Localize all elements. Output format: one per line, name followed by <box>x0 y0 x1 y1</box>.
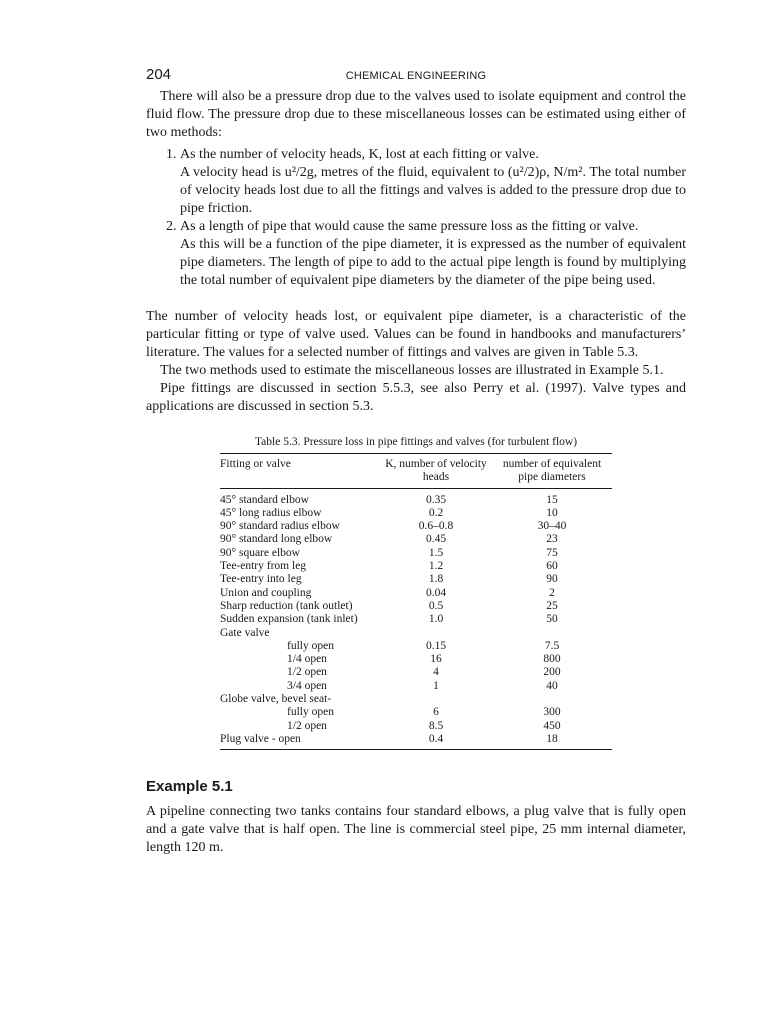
table-cell-k: 0.04 <box>425 586 447 599</box>
body-paragraph-3: Pipe fittings are discussed in section 5.5.3, see also Perry et al. (1997). Valve types and applications are discussed in section 5.3. <box>146 381 686 414</box>
table-row <box>220 720 612 733</box>
table-row <box>220 560 612 573</box>
table-row <box>220 488 612 507</box>
table-row <box>220 666 612 679</box>
table-cell-diameters: 40 <box>546 679 558 692</box>
table-cell-diameters: 7.5 <box>544 639 560 652</box>
method-1-title: 1. As the number of velocity heads, K, lost at each fitting or valve. <box>180 147 539 162</box>
table-cell-fitting: 3/4 open <box>287 679 327 692</box>
table-row <box>220 533 612 546</box>
table-row <box>220 640 612 653</box>
table-cell-fitting: 1/2 open <box>287 719 327 732</box>
table-cell-fitting: Plug valve - open <box>220 733 380 750</box>
body-paragraph-2: The two methods used to estimate the miscellaneous losses are illustrated in Example 5.1. <box>160 363 664 378</box>
table-cell-fitting: Gate valve <box>220 626 270 639</box>
column-header-fitting: Fitting or valve <box>220 454 380 489</box>
table-cell-diameters: 18 <box>492 733 612 750</box>
example-text: A pipeline connecting two tanks contains four standard elbows, a plug valve that is fully open and a gate valve that is half open. The line is commercial steel pipe, 25 mm internal diameter, length 120 m. <box>146 804 686 856</box>
table-cell-k: 1.0 <box>428 613 444 626</box>
table-cell-k: 4 <box>433 666 439 679</box>
table-cell-k: 0.35 <box>425 493 447 506</box>
table-row <box>220 520 612 533</box>
table-cell-diameters: 50 <box>546 613 558 626</box>
table-cell-fitting: 1/4 open <box>287 653 327 666</box>
table-cell-diameters: 75 <box>546 546 558 559</box>
table-cell-diameters: 10 <box>546 506 558 519</box>
methods-list <box>146 146 686 290</box>
table-cell-fitting: 45° long radius elbow <box>220 506 322 519</box>
table-row <box>220 600 612 613</box>
table-cell-diameters: 2 <box>549 586 555 599</box>
body-paragraph-1: The number of velocity heads lost, or equivalent pipe diameter, is a characteristic of the particular fitting or type of valve used. Values can be found in handbooks and manufacturers’ literature. The values for a selected number of fittings and valves are given in Table 5.3. <box>146 309 686 360</box>
page-header <box>146 62 686 88</box>
table-cell-diameters: 450 <box>543 719 561 732</box>
method-item <box>180 218 686 290</box>
table-cell-fitting: Globe valve, bevel seat- <box>220 693 332 706</box>
table-cell-diameters: 60 <box>546 560 558 573</box>
table-row <box>220 733 612 750</box>
table-cell-k: 8.5 <box>428 719 444 732</box>
table-cell-diameters: 23 <box>546 533 558 546</box>
table-row <box>220 507 612 520</box>
table-cell-diameters <box>492 693 612 706</box>
column-header-equivalent-diameters: number of equivalent pipe diameters <box>492 454 612 489</box>
table-cell-k: 0.6–0.8 <box>418 520 454 533</box>
table-cell-fitting: Sharp reduction (tank outlet) <box>220 599 353 612</box>
table-cell-fitting: fully open <box>287 706 334 719</box>
table-cell-diameters: 800 <box>543 653 561 666</box>
table-cell-fitting: 45° standard elbow <box>220 493 309 506</box>
page-number: 204 <box>146 66 172 83</box>
table-cell-k: 1.8 <box>428 573 444 586</box>
table-row <box>220 653 612 666</box>
page <box>146 62 686 857</box>
table-cell-k: 1 <box>433 679 439 692</box>
table-cell-k: 6 <box>433 706 439 719</box>
table-cell-fitting: fully open <box>287 639 334 652</box>
table-cell-diameters: 90 <box>546 573 558 586</box>
table-cell-diameters: 200 <box>543 666 561 679</box>
table-5-3 <box>220 436 612 750</box>
table-cell-k: 1.2 <box>428 560 444 573</box>
running-title: CHEMICAL ENGINEERING <box>345 70 487 82</box>
table-row <box>220 706 612 719</box>
table-cell-k: 0.2 <box>428 506 444 519</box>
table-cell-diameters: 15 <box>546 493 558 506</box>
table-cell-fitting: 90° standard long elbow <box>220 533 333 546</box>
table-cell-k: 0.4 <box>380 733 492 750</box>
table-cell-fitting: Tee-entry into leg <box>220 573 302 586</box>
table-row <box>220 587 612 600</box>
table-cell-fitting: 90° square elbow <box>220 546 300 559</box>
method-1-detail: A velocity head is u²/2g, metres of the fluid, equivalent to (u²/2)ρ, N/m². The total number of velocity heads lost due to all the fittings and valves is added to the pressure drop due to pipe friction. <box>180 165 686 216</box>
table-row <box>220 693 612 706</box>
table-cell-diameters: 300 <box>543 706 561 719</box>
method-2-detail: As this will be a function of the pipe diameter, it is expressed as the number of equivalent pipe diameters. The length of pipe to add to the actual pipe length is found by multiplying the total number of equivalent pipe diameters by the diameter of the pipe being used. <box>180 237 686 288</box>
table-row <box>220 613 612 626</box>
table-cell-k: 0.15 <box>425 639 447 652</box>
table-row <box>220 680 612 693</box>
table-caption: Table 5.3. Pressure loss in pipe fittings and valves (for turbulent flow) <box>254 436 578 448</box>
table-cell-fitting: Tee-entry from leg <box>220 560 307 573</box>
table-cell-k <box>380 693 492 706</box>
table-cell-k: 16 <box>430 653 442 666</box>
table-row <box>220 627 612 640</box>
table-cell-k: 1.5 <box>428 546 444 559</box>
method-2-title: 2. As a length of pipe that would cause the same pressure loss as the fitting or valve. <box>180 219 639 234</box>
table-cell-fitting: Union and coupling <box>220 586 312 599</box>
table-cell-k <box>380 627 492 640</box>
method-item <box>180 146 686 218</box>
pressure-loss-table <box>220 453 612 750</box>
table-row <box>220 573 612 586</box>
table-cell-diameters: 25 <box>546 599 558 612</box>
table-cell-fitting: 90° standard radius elbow <box>220 520 340 533</box>
column-header-velocity-heads: K, number of velocity heads <box>380 454 492 489</box>
table-cell-diameters <box>492 627 612 640</box>
table-row <box>220 547 612 560</box>
table-cell-fitting: Sudden expansion (tank inlet) <box>220 613 358 626</box>
table-cell-diameters: 30–40 <box>537 520 567 533</box>
table-cell-k: 0.45 <box>425 533 447 546</box>
table-cell-fitting: 1/2 open <box>287 666 327 679</box>
example-heading: Example 5.1 <box>146 778 233 796</box>
table-cell-k: 0.5 <box>428 599 444 612</box>
intro-paragraph: There will also be a pressure drop due to the valves used to isolate equipment and control the fluid flow. The pressure drop due to these miscellaneous losses can be estimated using either of two methods: <box>146 89 686 140</box>
table-header-row <box>220 454 612 489</box>
